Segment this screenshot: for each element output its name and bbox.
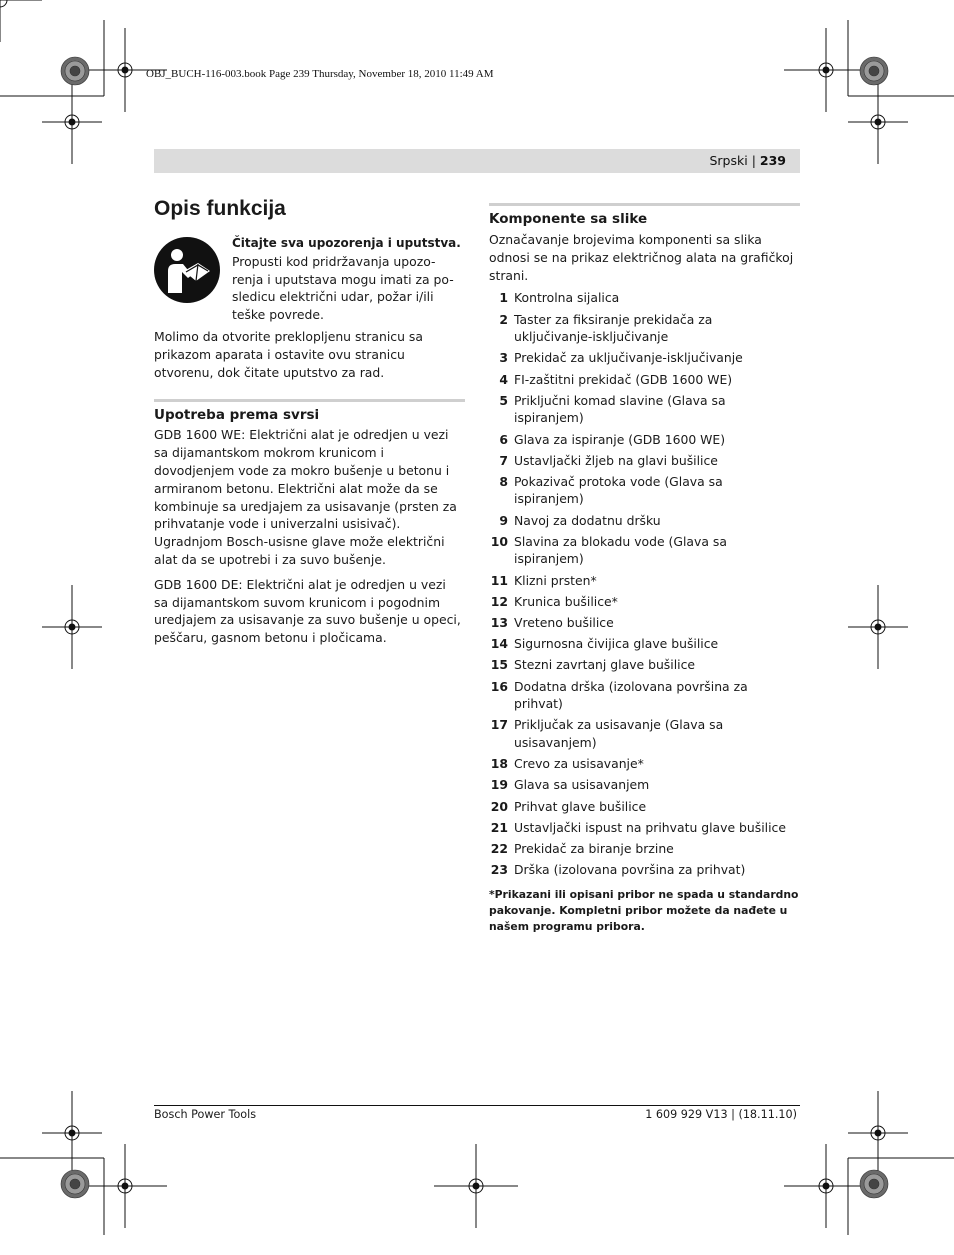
component-number: 1	[499, 290, 508, 306]
component-label	[514, 349, 800, 367]
usage-line: GDB 1600 WE: Električni alat je odredjen u vezi	[154, 427, 449, 443]
component-item	[489, 819, 800, 837]
component-label	[514, 614, 800, 632]
component-label	[514, 716, 800, 751]
component-item	[489, 798, 800, 816]
usage-line: uredjajem za usisavanje za suvo bušenje u opeci,	[154, 612, 461, 628]
footer-doc-id: 1 609 929 V13 | (18.11.10)	[645, 1108, 797, 1121]
component-item	[489, 776, 800, 794]
intro-line: odnosi se na prikaz električnog alata na grafičkoj	[489, 249, 794, 265]
intro-line: Označavanje brojevima komponenti sa slika	[489, 232, 762, 247]
component-number: 20	[490, 798, 508, 814]
usage-line: prihvatanje vode i univerzalni usisivač).	[154, 516, 401, 532]
usage-line: sa dijamantskom suvom krunicom i pogodnim	[154, 594, 441, 610]
component-label-line: Prekidač za uključivanje-isključivanje	[514, 350, 743, 366]
component-item	[489, 716, 800, 751]
component-item	[489, 349, 800, 367]
component-item	[489, 512, 800, 530]
component-label-line: Sigurnosna čivijica glave bušilice	[514, 636, 719, 652]
component-label-line: ispiranjem)	[514, 491, 584, 507]
component-label-line: Priključni komad slavine (Glava sa	[514, 392, 726, 408]
component-label	[514, 533, 800, 568]
right-column	[489, 196, 800, 935]
component-number: 13	[490, 615, 508, 631]
component-label-line: Priključak za usisavanje (Glava sa	[514, 717, 724, 733]
footnote-line: *Prikazani ili opisani pribor ne spada u standardno	[489, 887, 799, 901]
component-label-line: Stezni zavrtanj glave bušilice	[514, 657, 696, 673]
component-label	[514, 452, 800, 470]
intro-line: strani.	[489, 267, 529, 283]
component-label-line: Slavina za blokadu vode (Glava sa	[514, 533, 727, 549]
usage-line: dovodjenjem vode za mokro bušenje u betonu i	[154, 462, 450, 478]
component-label	[514, 431, 800, 449]
component-label	[514, 798, 800, 816]
warning-heading: Čitajte sva upozorenja i uputstva.	[232, 236, 461, 250]
component-number: 21	[490, 819, 508, 835]
component-label-line: ispiranjem)	[514, 410, 584, 426]
component-label	[514, 656, 800, 674]
components-intro	[489, 231, 800, 284]
footer-publisher: Bosch Power Tools	[154, 1108, 257, 1121]
component-item	[489, 392, 800, 427]
components-list	[489, 289, 800, 878]
component-label-line: Glava za ispiranje (GDB 1600 WE)	[514, 431, 726, 447]
component-label-line: Crevo za usisavanje*	[514, 756, 644, 772]
component-item	[489, 861, 800, 879]
component-label	[514, 840, 800, 858]
component-label-line: Ustavljački ispust na prihvatu glave bušilice	[514, 819, 786, 835]
component-item	[489, 371, 800, 389]
component-item	[489, 533, 800, 568]
component-label-line: usisavanjem)	[514, 734, 597, 750]
component-item	[489, 431, 800, 449]
component-label-line: Navoj za dodatnu dršku	[514, 512, 661, 528]
usage-body	[154, 426, 465, 647]
component-item	[489, 289, 800, 307]
page-title: Opis funkcija	[154, 197, 286, 220]
read-manual-icon	[154, 237, 220, 303]
component-label-line: FI-zaštitni prekidač (GDB 1600 WE)	[514, 371, 733, 387]
component-number: 18	[490, 756, 508, 772]
component-number: 4	[499, 371, 508, 387]
component-label-line: ispiranjem)	[514, 551, 584, 567]
usage-line: armiranom betonu. Električni alat može da se	[154, 480, 438, 496]
component-label	[514, 371, 800, 389]
usage-line: GDB 1600 DE: Električni alat je odredjen u vezi	[154, 576, 446, 592]
component-item	[489, 572, 800, 590]
component-number: 7	[499, 452, 508, 468]
component-item	[489, 656, 800, 674]
page-header	[154, 149, 800, 173]
component-number: 6	[499, 431, 508, 447]
component-label-line: Taster za fiksiranje prekidača za	[514, 311, 713, 327]
section-heading-usage: Upotreba prema svrsi	[154, 399, 465, 424]
warning-block	[154, 235, 465, 324]
intro-line: Molimo da otvorite preklopljenu stranicu sa	[154, 328, 423, 344]
component-number: 5	[499, 392, 508, 408]
component-item	[489, 593, 800, 611]
component-label	[514, 289, 800, 307]
header-language: Srpski	[709, 153, 748, 168]
component-item	[489, 311, 800, 346]
print-info: OBJ_BUCH-116-003.book Page 239 Thursday, November 18, 2010 11:49 AM	[146, 68, 494, 80]
component-number: 12	[490, 593, 508, 609]
intro-line: otvorenu, dok čitate uputstvo za rad.	[154, 364, 385, 380]
component-label-line: Vreteno bušilice	[514, 615, 614, 631]
component-label	[514, 512, 800, 530]
component-number: 23	[490, 862, 508, 878]
component-number: 17	[490, 717, 508, 733]
component-number: 19	[490, 777, 508, 793]
usage-line: kombinuje sa uredjajem za usisavanje (prsten za	[154, 498, 457, 514]
component-number: 3	[499, 350, 508, 366]
component-label	[514, 572, 800, 590]
component-label	[514, 392, 800, 427]
intro-paragraph	[154, 328, 465, 381]
component-label-line: Pokazivač protoka vode (Glava sa	[514, 473, 723, 489]
component-label-line: Dodatna drška (izolovana površina za	[514, 678, 748, 694]
left-column	[154, 196, 465, 647]
component-label-line: Drška (izolovana površina za prihvat)	[514, 862, 746, 878]
component-label	[514, 593, 800, 611]
component-label	[514, 311, 800, 346]
component-label	[514, 776, 800, 794]
usage-we-paragraph	[154, 426, 465, 568]
component-label	[514, 635, 800, 653]
warning-line: teške povrede.	[232, 307, 324, 323]
section-heading-components: Komponente sa slike	[489, 203, 800, 228]
usage-de-paragraph	[154, 576, 465, 647]
usage-line: Ugradnjom Bosch-usisne glave može električni	[154, 534, 445, 550]
footnote	[489, 887, 800, 935]
header-text	[709, 153, 786, 168]
component-label-line: Klizni prsten*	[514, 572, 597, 588]
component-label-line: Glava sa usisavanjem	[514, 777, 650, 793]
component-label-line: Kontrolna sijalica	[514, 290, 620, 306]
component-number: 14	[490, 636, 508, 652]
component-item	[489, 452, 800, 470]
component-number: 15	[490, 657, 508, 673]
usage-line: sa dijamantskom mokrom krunicom i	[154, 445, 384, 461]
footnote-line: pakovanje. Kompletni pribor možete da nađete u	[489, 903, 788, 917]
component-item	[489, 678, 800, 713]
component-label-line: Krunica bušilice*	[514, 593, 618, 609]
component-number: 16	[490, 678, 508, 694]
component-item	[489, 473, 800, 508]
component-label-line: uključivanje-isključivanje	[514, 329, 669, 345]
usage-line: alat da se upotrebi i za suvo bušenje.	[154, 551, 386, 567]
component-number: 22	[490, 840, 508, 856]
component-label-line: Prekidač za biranje brzine	[514, 840, 674, 856]
component-label	[514, 755, 800, 773]
footnote-line: našem programu pribora.	[489, 919, 645, 933]
component-label-line: prihvat)	[514, 696, 563, 712]
warning-line: renja i uputstava mogu imati za po-	[232, 271, 454, 287]
intro-line: prikazom aparata i ostavite ovu stranicu	[154, 346, 405, 362]
component-number: 2	[499, 311, 508, 327]
component-item	[489, 755, 800, 773]
component-number: 10	[490, 533, 508, 549]
component-number: 11	[490, 572, 508, 588]
component-number: 8	[499, 473, 508, 489]
warning-text	[232, 235, 461, 324]
warning-line: Propusti kod pridržavanja upozo-	[232, 253, 436, 269]
component-item	[489, 840, 800, 858]
warning-line: sledicu električni udar, požar i/ili	[232, 289, 434, 305]
component-label	[514, 861, 800, 879]
usage-line: peščaru, gasnom betonu i pločicama.	[154, 630, 387, 646]
page-number: 239	[759, 153, 786, 168]
component-label-line: Prihvat glave bušilice	[514, 798, 647, 814]
component-label-line: Ustavljački žljeb na glavi bušilice	[514, 452, 718, 468]
component-number: 9	[499, 512, 508, 528]
component-item	[489, 614, 800, 632]
component-label	[514, 473, 800, 508]
component-label	[514, 678, 800, 713]
header-separator: |	[751, 153, 756, 168]
component-label	[514, 819, 800, 837]
component-item	[489, 635, 800, 653]
footer-rule	[154, 1105, 800, 1106]
